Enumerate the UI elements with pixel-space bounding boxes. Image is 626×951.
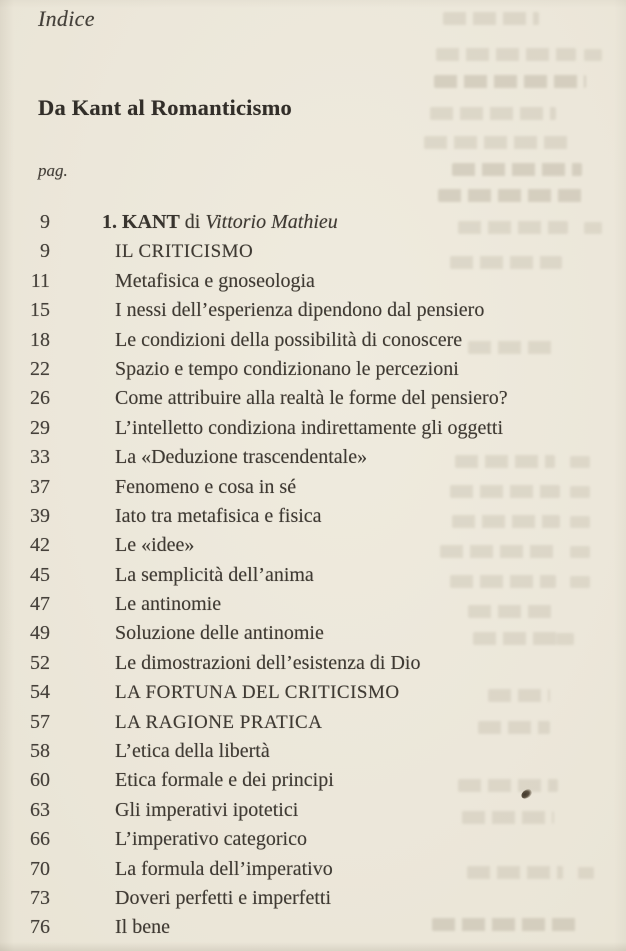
- toc-entry: [0, 208, 626, 237]
- toc-page-number: 76: [30, 916, 50, 939]
- toc-page-number: 29: [30, 416, 50, 439]
- toc-page-number: 70: [30, 857, 50, 880]
- bleed-through-line: [424, 136, 574, 149]
- toc-page-number: 47: [30, 593, 50, 616]
- toc-entry: [0, 237, 626, 266]
- toc-entry: [0, 326, 626, 355]
- toc-page-number: 11: [30, 269, 50, 292]
- toc-page-number: 42: [30, 534, 50, 557]
- toc-entry: [0, 590, 626, 619]
- toc-entry-title: Il bene: [115, 916, 170, 939]
- toc-entry-title: Gli imperativi ipotetici: [115, 798, 299, 821]
- toc-page-number: 45: [30, 563, 50, 586]
- toc-entry: [0, 267, 626, 296]
- toc-entry-title-part: 1. KANT: [102, 211, 180, 233]
- toc-page-number: 18: [30, 328, 50, 351]
- toc-entry-title: LA RAGIONE PRATICA: [115, 711, 323, 733]
- toc-page-number: 52: [30, 651, 50, 674]
- toc-entry-title: Le condizioni della possibilità di conoscere: [115, 328, 463, 351]
- toc-entry-title: Le antinomie: [115, 593, 222, 616]
- toc-page-number: 66: [30, 828, 50, 851]
- toc-entry-title: Fenomeno e cosa in sé: [115, 475, 297, 498]
- toc-page-number: 54: [30, 681, 50, 704]
- toc-entry-title: L’etica della libertà: [115, 740, 270, 763]
- toc-page-number: 49: [30, 622, 50, 645]
- page-column-label: pag.: [38, 161, 68, 180]
- toc-entry-title: Le «idee»: [115, 534, 195, 557]
- section-title: Da Kant al Romanticismo: [38, 95, 292, 120]
- toc-page-number: 73: [30, 886, 50, 909]
- toc-entry: [0, 678, 626, 707]
- toc-entry-title: Doveri perfetti e imperfetti: [115, 886, 332, 909]
- toc-page-number: 15: [30, 299, 50, 322]
- toc-page-number: 22: [30, 357, 50, 380]
- toc-entry: [0, 355, 626, 384]
- bleed-through-line: [430, 107, 556, 120]
- toc-page-number: 39: [30, 504, 50, 527]
- toc-entry-title: Iato tra metafisica e fisica: [115, 504, 322, 527]
- toc-entry-title: La semplicità dell’anima: [115, 563, 314, 586]
- toc-page-number: 9: [40, 211, 50, 233]
- toc-page-number: 9: [40, 240, 50, 263]
- toc-entry-title: L’imperativo categorico: [115, 828, 307, 851]
- toc-entry: [0, 649, 626, 678]
- toc-page-number: 58: [30, 740, 50, 763]
- toc-entry: [0, 855, 626, 884]
- toc-entry: [0, 825, 626, 854]
- toc-entry: [0, 443, 626, 472]
- index-label: Indice: [38, 6, 95, 31]
- toc-page-number: 63: [30, 798, 50, 821]
- bleed-through-line: [434, 75, 586, 88]
- toc-entry: [0, 913, 626, 942]
- toc-entry-title: La «Deduzione trascendentale»: [115, 446, 368, 469]
- toc-entry-title: Etica formale e dei principi: [115, 769, 334, 792]
- toc-entry: [0, 766, 626, 795]
- toc-entry-title-part: di: [179, 211, 206, 233]
- toc-entry-title-part: Vittorio Mathieu: [205, 211, 338, 233]
- toc-page-number: 26: [30, 387, 50, 410]
- toc-entry-title: La formula dell’imperativo: [115, 857, 333, 880]
- toc-page-number: 37: [30, 475, 50, 498]
- bleed-through-line: [443, 12, 539, 25]
- toc-entry: [0, 502, 626, 531]
- toc-page-number: 33: [30, 446, 50, 469]
- toc-entry: [0, 884, 626, 913]
- toc-entry: [0, 561, 626, 590]
- toc-entry: [0, 737, 626, 766]
- toc-entry-title: LA FORTUNA DEL CRITICISMO: [115, 682, 400, 704]
- bleed-through-line: [452, 163, 582, 176]
- toc-entry-title: Come attribuire alla realtà le forme del pensiero?: [115, 387, 508, 410]
- toc-entry: [0, 619, 626, 648]
- toc-entry: [0, 296, 626, 325]
- toc-page-number: 57: [30, 710, 50, 733]
- toc-entry: [0, 796, 626, 825]
- toc-entry-title: [102, 208, 626, 237]
- bleed-through-number: [584, 49, 602, 61]
- toc-entry: [0, 414, 626, 443]
- toc-page-number: 60: [30, 769, 50, 792]
- toc-entry-title: I nessi dell’esperienza dipendono dal pensiero: [115, 299, 485, 322]
- toc-entry: [0, 531, 626, 560]
- toc-entry-title: Le dimostrazioni dell’esistenza di Dio: [115, 651, 421, 674]
- bleed-through-line: [438, 189, 584, 202]
- toc-entry: [0, 384, 626, 413]
- bleed-through-line: [436, 48, 576, 61]
- toc-list: [0, 208, 626, 943]
- toc-entry-title: Soluzione delle antinomie: [115, 622, 324, 645]
- toc-entry-title: Metafisica e gnoseologia: [115, 269, 315, 292]
- toc-entry-title: IL CRITICISMO: [115, 241, 254, 263]
- toc-entry-title: L’intelletto condiziona indirettamente gli oggetti: [115, 416, 504, 439]
- toc-entry: [0, 708, 626, 737]
- toc-entry: [0, 473, 626, 502]
- toc-entry-title: Spazio e tempo condizionano le percezioni: [115, 357, 459, 380]
